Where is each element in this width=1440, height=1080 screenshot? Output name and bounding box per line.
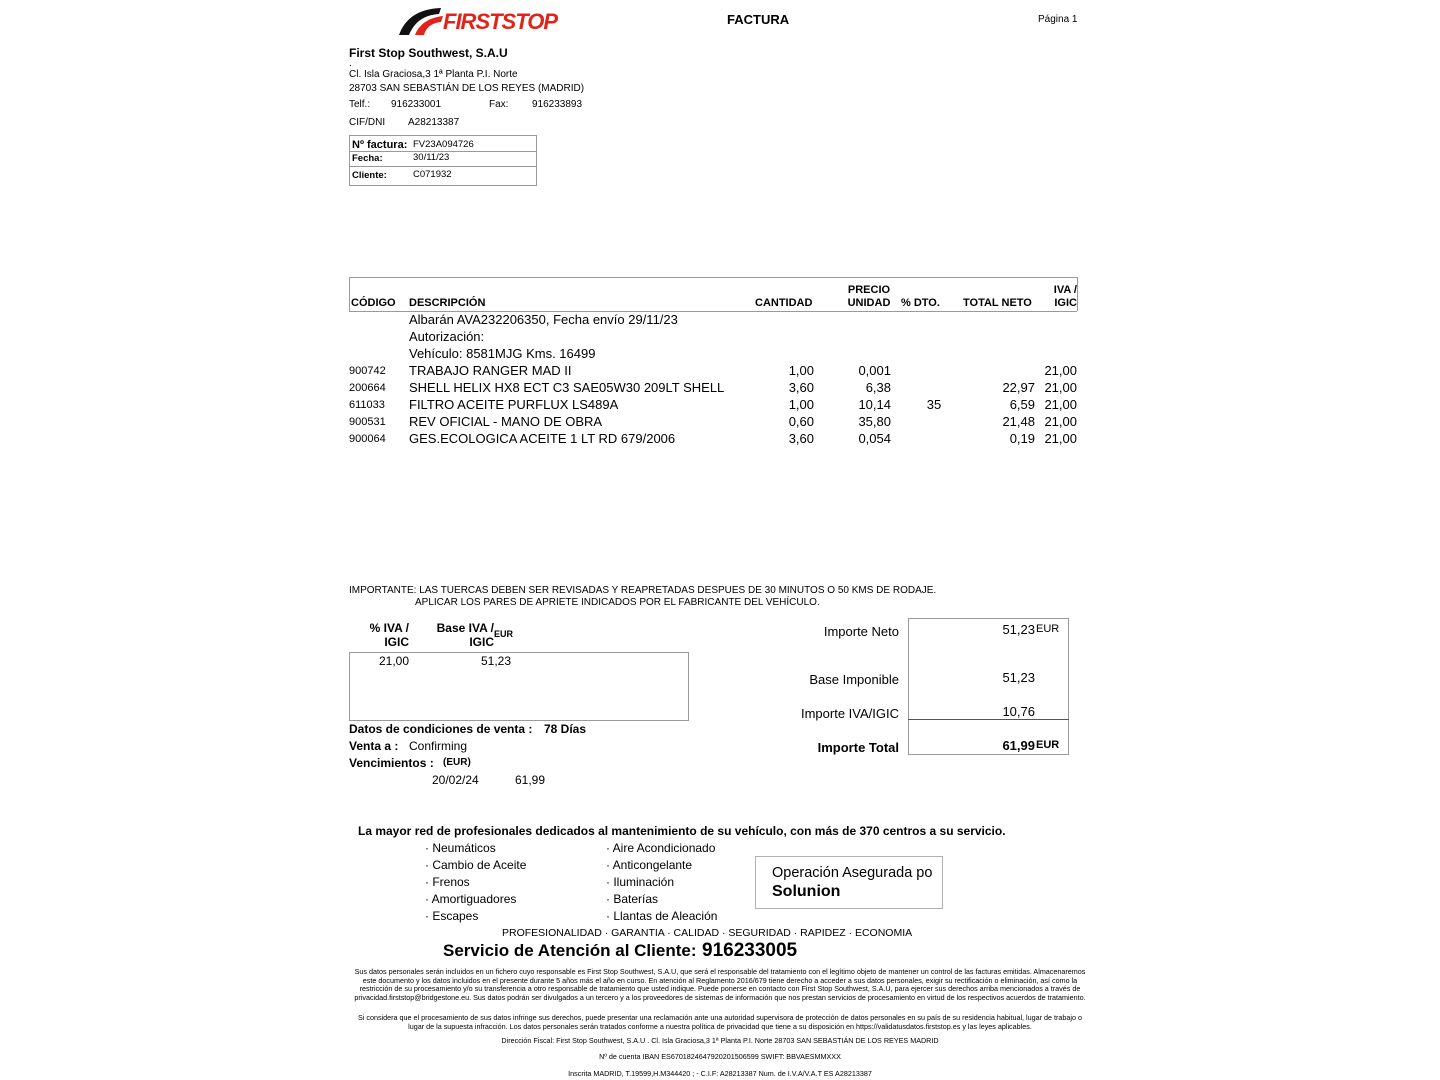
tax-header-iva: % IVA / [369, 621, 409, 635]
company-name: First Stop Southwest, S.A.U [349, 46, 508, 60]
net-amount-value: 51,23 [1002, 622, 1035, 637]
due-dates-label: Vencimientos : [349, 756, 434, 770]
service-list-item: · Cambio de Aceite [425, 858, 527, 872]
due-amount: 61,99 [515, 773, 546, 787]
company-dot: . [349, 58, 352, 69]
promo-headline: La mayor red de profesionales dedicados al mantenimiento de su vehículo, con más de 370 centros a su servicio. [358, 824, 1006, 838]
tax-amount-value: 10,76 [1002, 704, 1035, 719]
invoice-box-divider-2 [349, 166, 536, 167]
row-code: 900742 [349, 365, 386, 377]
row-code: 200664 [349, 382, 386, 394]
note-autorizacion: Autorización: [409, 329, 485, 344]
row-quantity: 3,60 [788, 380, 814, 395]
tax-iva-value: 21,00 [378, 654, 409, 668]
col-header-precio: PRECIO [847, 284, 891, 296]
totals-divider [908, 719, 1069, 720]
sold-to-label: Venta a : [349, 739, 399, 753]
col-header-descripcion: DESCRIPCIÓN [409, 297, 486, 309]
totals-box-left [908, 618, 909, 754]
privacy-paragraph-1: Sus datos personales serán incluidos en un fichero cuyo responsable es First Stop Southwest, S.A.U, que será el responsable del tratamiento con el legítimo objeto de mantener un control de las facturas emitidas. Almacenaremos este documento y los datos incluidos en el presente durante 5 años más el año en curso. En atención al Reglamento 2016/679 tiene derecho a acceder a sus datos personales, exigir su rectificación o eliminación, así como la restricción de su procesamiento y/o su transferencia a otro responsable de tratamiento que usted indique. Puede ponerse en contacto con First Stop Southwest, S.A.U, para ejercer sus derechos arriba mencionados a través de privacidad.firststop@bridgestone.eu. Sus datos podrán ser divulgados a un tercero y a los proveedores de sistemas de información que nos prestan servicios de procesamiento en virtud de los respectivos acuerdos de tratamiento. [354, 967, 1086, 1002]
row-iva: 21,00 [1044, 431, 1077, 446]
col-header-dto: % DTO. [901, 297, 940, 309]
privacy-paragraph-2: Si considera que el procesamiento de sus datos infringe sus derechos, puede presentar una reclamación ante una autoridad supervisora de protección de datos personales en su país de su residencia habitual, lugar de trabajo o lugar de la supuesta infracción. Los datos personales serán tratados conforme a nuestra política de privacidad que tiene a su disposición en https://validatusdatos.firststop.es y las leyes aplicables. [357, 1013, 1082, 1031]
totals-box-bottom [908, 754, 1069, 755]
page-number: Página 1 [1038, 14, 1078, 25]
invoice-date-label: Fecha: [352, 153, 383, 164]
row-description: TRABAJO RANGER MAD II [409, 363, 572, 378]
service-list-item: · Neumáticos [425, 841, 496, 855]
tax-header-base-igic: IGIC [469, 635, 494, 649]
totals-box-top [908, 618, 1069, 619]
row-code: 611033 [349, 399, 385, 411]
service-list-item: · Escapes [425, 909, 479, 923]
row-discount: 35 [926, 397, 942, 412]
conditions-label: Datos de condiciones de venta : [349, 722, 533, 736]
row-quantity: 1,00 [788, 397, 814, 412]
bank-account: Nº de cuenta IBAN ES6701824647920201506599 SWIFT: BBVAESMMXXX [599, 1052, 841, 1061]
important-notice-line-1: IMPORTANTE: LAS TUERCAS DEBEN SER REVISADAS Y REAPRETADAS DESPUES DE 30 MINUTOS O 50 KMS DE RODAJE. [349, 585, 937, 596]
col-header-codigo: CÓDIGO [351, 297, 396, 309]
due-date: 20/02/24 [432, 773, 479, 787]
row-unit-price: 0,001 [858, 363, 891, 378]
total-amount-label: Importe Total [817, 740, 899, 755]
net-amount-label: Importe Neto [823, 624, 899, 639]
fiscal-address: Dirección Fiscal: First Stop Southwest, S.A.U . Cl. Isla Graciosa,3 1ª Planta P.I. Norte 28703 SAN SEBASTIÁN DE LOS REYES MADRID [501, 1036, 939, 1045]
cif-value: A28213387 [408, 117, 460, 128]
tax-header-currency: EUR [494, 629, 514, 639]
row-total: 0,19 [1009, 431, 1035, 446]
row-unit-price: 10,14 [858, 397, 891, 412]
customer-service-label: Servicio de Atención al Cliente: [443, 941, 697, 960]
tel-label: Telf.: [349, 99, 371, 110]
col-header-cantidad: CANTIDAD [755, 297, 813, 309]
service-list-item: · Anticongelante [606, 858, 693, 872]
insurer-name: Solunion [772, 883, 841, 900]
row-iva: 21,00 [1044, 380, 1077, 395]
note-albaran: Albarán AVA232206350, Fecha envío 29/11/23 [409, 312, 678, 327]
row-unit-price: 35,80 [858, 414, 891, 429]
logo-text: FIRSTSTOP [443, 9, 558, 34]
net-amount-currency: EUR [1036, 623, 1060, 635]
note-vehiculo: Vehículo: 8581MJG Kms. 16499 [409, 346, 596, 361]
invoice-number-label: Nº factura: [352, 139, 408, 151]
row-quantity: 3,60 [788, 431, 814, 446]
row-description: FILTRO ACEITE PURFLUX LS489A [409, 397, 619, 412]
row-iva: 21,00 [1044, 397, 1077, 412]
company-address-2: 28703 SAN SEBASTIÁN DE LOS REYES (MADRID) [349, 83, 585, 94]
service-list-item: · Baterías [606, 892, 659, 906]
company-logo [397, 4, 567, 38]
row-unit-price: 6,38 [865, 380, 891, 395]
cif-label: CIF/DNI [349, 117, 386, 128]
fax-value: 916233893 [532, 99, 583, 110]
row-total: 21,48 [1002, 414, 1035, 429]
col-header-total: TOTAL NETO [963, 297, 1032, 309]
col-header-iva: IVA / [1053, 284, 1077, 296]
table-top-border [349, 277, 1077, 278]
row-total: 22,97 [1002, 380, 1035, 395]
row-unit-price: 0,054 [858, 431, 891, 446]
col-header-unidad: UNIDAD [847, 297, 891, 309]
customer-service-phone: 916233005 [702, 940, 798, 961]
totals-box-right [1068, 618, 1069, 754]
service-list-item: · Llantas de Aleación [606, 909, 718, 923]
client-value: C071932 [413, 169, 452, 180]
taxable-base-value: 51,23 [1002, 670, 1035, 685]
due-dates-currency: (EUR) [443, 757, 471, 768]
row-quantity: 1,00 [788, 363, 814, 378]
row-code: 900531 [349, 416, 386, 428]
col-header-igic: IGIC [1054, 297, 1077, 309]
tel-value: 916233001 [391, 99, 442, 110]
service-list-item: · Aire Acondicionado [606, 841, 716, 855]
taxable-base-label: Base Imponible [809, 672, 899, 687]
sold-to-value: Confirming [409, 739, 468, 753]
conditions-value: 78 Días [544, 722, 587, 736]
table-left-border [349, 277, 350, 311]
total-amount-value: 61,99 [1002, 738, 1035, 753]
important-notice-line-2: APLICAR LOS PARES DE APRIETE INDICADOS POR EL FABRICANTE DEL VEHÍCULO. [415, 597, 820, 608]
client-label: Cliente: [352, 170, 387, 181]
insured-operation-text: Operación Asegurada po [772, 865, 933, 881]
registry-info: Inscrita MADRID, T.19599,H.M344420 ; - C.I.F: A28213387 Num. de I.V.A/V.A.T ES A28213387 [568, 1069, 872, 1078]
total-amount-currency: EUR [1036, 739, 1060, 751]
row-total: 6,59 [1009, 397, 1035, 412]
service-list-item: · Frenos [425, 875, 470, 889]
company-values: PROFESIONALIDAD · GARANTIA · CALIDAD · SEGURIDAD · RAPIDEZ · ECONOMIA [502, 927, 913, 939]
tax-amount-label: Importe IVA/IGIC [800, 706, 899, 721]
invoice-date-value: 30/11/23 [413, 152, 450, 163]
service-list-item: · Amortiguadores [425, 892, 517, 906]
service-list-item: · Iluminación [606, 875, 675, 889]
row-iva: 21,00 [1044, 363, 1077, 378]
row-code: 900064 [349, 433, 386, 445]
tax-header-base: Base IVA / [436, 621, 494, 635]
row-iva: 21,00 [1044, 414, 1077, 429]
tax-header-igic: IGIC [384, 635, 409, 649]
fax-label: Fax: [489, 99, 509, 110]
invoice-number-value: FV23A094726 [413, 139, 474, 150]
table-right-border [1077, 277, 1078, 311]
row-description: SHELL HELIX HX8 ECT C3 SAE05W30 209LT SHELL [409, 380, 725, 395]
row-description: GES.ECOLOGICA ACEITE 1 LT RD 679/2006 [409, 431, 676, 446]
tax-base-value: 51,23 [480, 654, 511, 668]
row-quantity: 0,60 [788, 414, 814, 429]
row-description: REV OFICIAL - MANO DE OBRA [409, 414, 603, 429]
document-title: FACTURA [727, 12, 790, 27]
company-address-1: Cl. Isla Graciosa,3 1ª Planta P.I. Norte [349, 69, 518, 80]
firststop-logo-mark [397, 5, 447, 37]
